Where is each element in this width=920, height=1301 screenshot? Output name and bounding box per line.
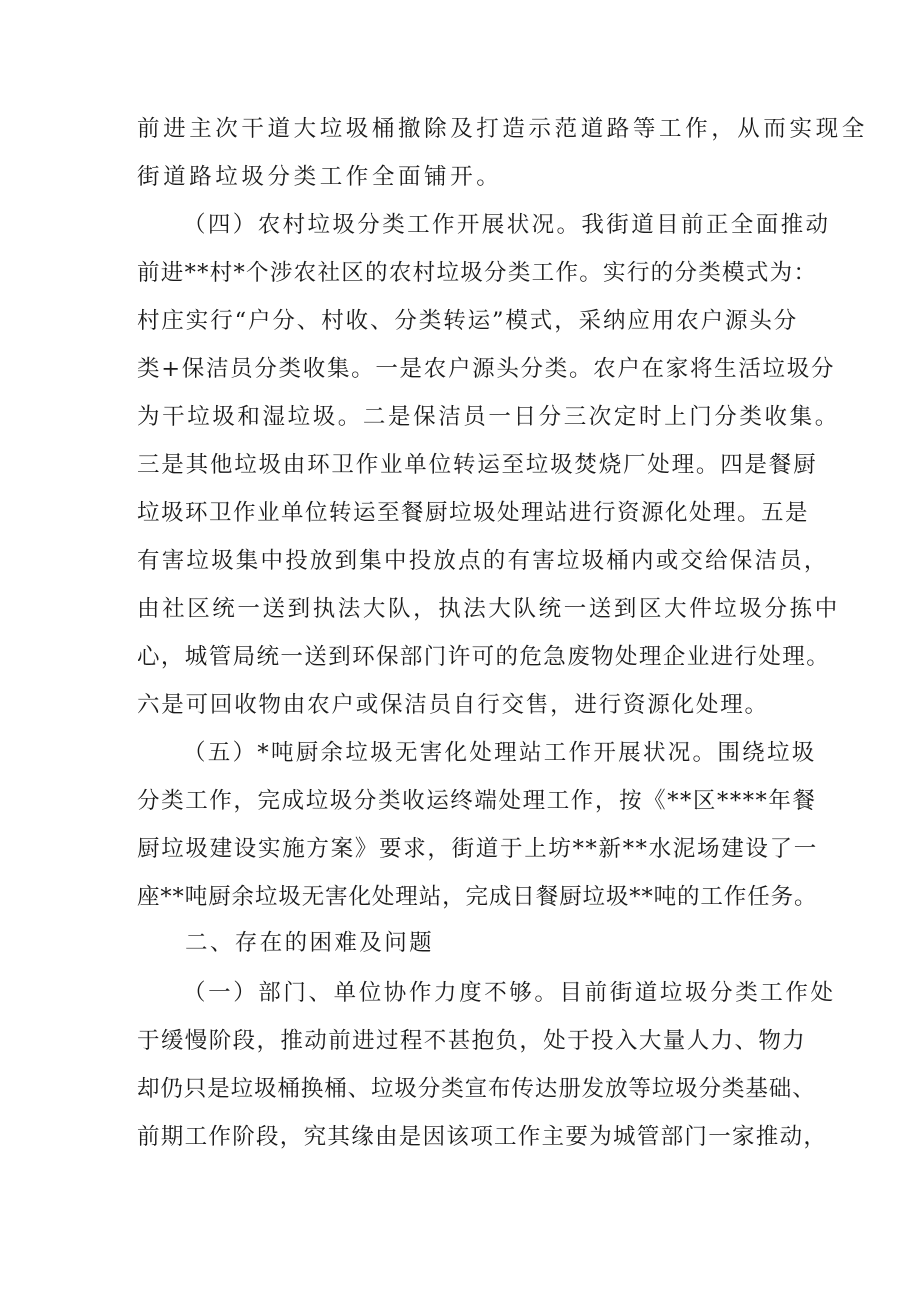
text-line: 分类工作，完成垃圾分类收运终端处理工作，按《**区****年餐: [137, 788, 817, 814]
section-heading: 二、存在的困难及问题: [185, 930, 435, 956]
text-line: 垃圾环卫作业单位转运至餐厨垃圾处理站进行资源化处理。五是: [137, 500, 810, 526]
text-line: 由社区统一送到执法大队，执法大队统一送到区大件垃圾分拣中: [137, 596, 840, 622]
paragraph-heading-line: （四）农村垃圾分类工作开展状况。我街道目前正全面推动: [183, 212, 831, 238]
text-line: 三是其他垃圾由环卫作业单位转运至垃圾焚烧厂处理。四是餐厨: [137, 452, 818, 478]
text-line: 类+保洁员分类收集。一是农户源头分类。农户在家将生活垃圾分: [137, 356, 836, 382]
text-line: 座**吨厨余垃圾无害化处理站，完成日餐厨垃圾**吨的工作任务。: [137, 884, 818, 910]
text-line: 心，城管局统一送到环保部门许可的危急废物处理企业进行处理。: [137, 644, 831, 670]
text-line: 六是可回收物由农户或保洁员自行交售，进行资源化处理。: [137, 692, 769, 718]
paragraph-heading-line: （五）*吨厨余垃圾无害化处理站工作开展状况。围绕垃圾: [183, 740, 817, 766]
text-line: 厨垃圾建设实施方案》要求，街道于上坊**新**水泥场建设了一: [137, 836, 819, 862]
text-line: 有害垃圾集中投放到集中投放点的有害垃圾桶内或交给保洁员，: [137, 548, 829, 574]
text-line: 为干垃圾和湿垃圾。二是保洁员一日分三次定时上门分类收集。: [137, 404, 840, 430]
text-line: 前期工作阶段，究其缘由是因该项工作主要为城管部门一家推动，: [137, 1124, 828, 1150]
paragraph-heading-line: （一）部门、单位协作力度不够。目前街道垃圾分类工作处: [183, 980, 836, 1006]
text-line: 村庄实行“户分、村收、分类转运”模式，采纳应用农户源头分: [137, 308, 799, 334]
text-line: 前进主次干道大垃圾桶撤除及打造示范道路等工作，从而实现全: [137, 116, 868, 142]
text-line: 却仍只是垃圾桶换桶、垃圾分类宣布传达册发放等垃圾分类基础、: [137, 1076, 816, 1102]
text-line: 前进**村*个涉农社区的农村垃圾分类工作。实行的分类模式为：: [137, 260, 818, 286]
text-line: 街道路垃圾分类工作全面铺开。: [137, 164, 503, 190]
text-line: 于缓慢阶段，推动前进过程不甚抱负，处于投入大量人力、物力: [137, 1028, 807, 1054]
